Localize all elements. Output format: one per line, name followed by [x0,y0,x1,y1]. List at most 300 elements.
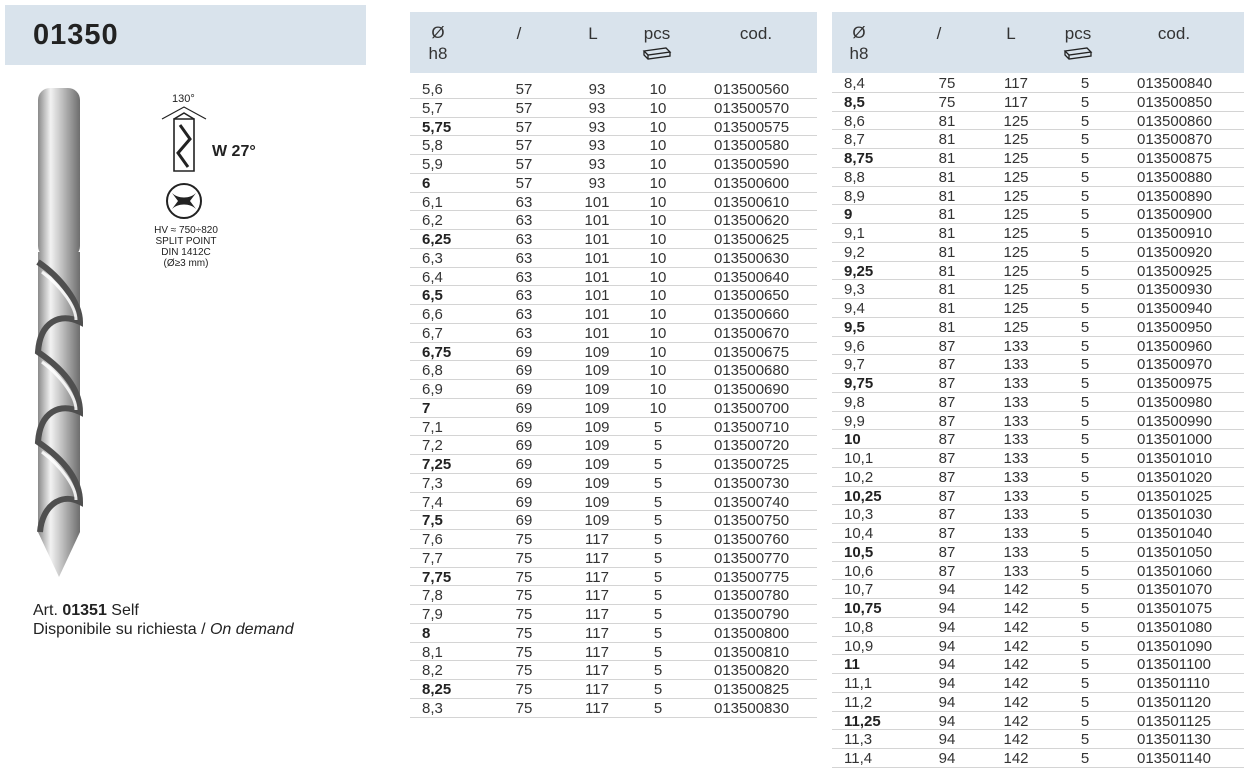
table-row [410,586,817,605]
pcs-cell: 5 [653,606,663,623]
length-cell: 125 [1003,318,1029,336]
table-row [832,205,1244,224]
flute-length-header: / [936,24,942,43]
pcs-cell: 5 [1080,431,1090,449]
flute-length-cell: 81 [938,150,956,167]
pcs-cell: 5 [1080,656,1090,674]
product-code-header [5,5,366,65]
code-cell: 013500840 [1137,75,1213,92]
flute-length-cell: 94 [938,731,956,749]
diameter-cell: 6,8 [422,362,443,380]
table-row [832,430,1244,449]
length-cell: 109 [584,362,610,380]
flute-length-cell: 75 [938,75,956,92]
pcs-cell: 5 [653,474,663,492]
code-cell: 013500930 [1137,281,1213,299]
code-cell: 013500870 [1137,131,1213,149]
code-cell: 013500820 [714,662,790,680]
table-row [410,530,817,549]
code-cell: 013501050 [1137,543,1213,561]
flute-length-cell: 87 [938,487,956,505]
diameter-cell: 6 [422,174,431,192]
pcs-header [1058,24,1098,60]
pcs-cell: 10 [649,362,667,380]
diameter-cell: 8,3 [422,699,443,717]
diameter-cell: 8,6 [844,112,865,130]
code-cell: 013501025 [1137,487,1213,505]
diameter-cell: 11,1 [844,675,873,692]
flute-length-cell: 75 [515,662,533,680]
pcs-cell: 5 [1080,487,1090,505]
table-row [410,399,817,418]
length-cell: 117 [585,699,609,717]
code-cell: 013500630 [714,249,790,267]
length-cell: 142 [1003,637,1029,655]
flute-length-cell: 87 [938,562,956,580]
diameter-cell: 8,5 [844,93,865,111]
length-cell: 125 [1003,150,1029,167]
flute-length-cell: 57 [515,156,533,173]
length-cell: 101 [584,287,610,305]
diameter-cell: 7,25 [422,456,452,473]
length-cell: 142 [1003,731,1029,749]
length-header: L [1006,24,1016,43]
flute-length-cell: 94 [938,581,956,599]
code-cell: 013500780 [714,587,790,605]
diameter-cell: 7,4 [422,493,443,511]
code-cell: 013500590 [714,156,790,173]
flute-length-cell: 57 [515,118,533,136]
length-cell: 93 [588,156,606,173]
flute-length-cell: 81 [938,318,956,336]
table-row [832,693,1244,712]
diameter-symbol: Ø [852,23,866,42]
flute-length-cell: 94 [938,618,956,636]
diameter-cell: 7,3 [422,474,443,492]
pcs-cell: 5 [1080,618,1090,636]
flute-length-cell: 94 [938,693,956,711]
code-cell: 013500660 [714,306,790,323]
flute-length-cell: 81 [938,281,956,299]
helix-angle-label: W 27° [212,143,256,160]
code-cell: 013500830 [714,699,790,717]
pcs-cell: 5 [1080,318,1090,336]
pcs-cell: 5 [1080,187,1090,205]
pcs-cell: 5 [1080,468,1090,486]
flute-length-cell: 69 [515,399,533,417]
length-cell: 125 [1003,262,1029,280]
diameter-cell: 9 [844,206,853,224]
length-cell: 117 [585,568,609,586]
split-point-spec: SPLIT POINT [155,236,217,247]
pcs-cell: 5 [1080,356,1090,374]
flute-length-cell: 94 [938,712,956,730]
table-row [832,149,1244,168]
pcs-cell: 10 [649,306,667,323]
code-cell: 013500900 [1137,206,1213,224]
flute-length-cell: 81 [938,262,956,280]
pcs-cell: 5 [1080,300,1090,317]
table-row [410,343,817,362]
table-row [832,580,1244,599]
table-row [832,412,1244,431]
table-row [832,730,1244,749]
flute-length-cell: 63 [515,268,533,286]
table-row [832,562,1244,581]
code-cell: 013500890 [1137,187,1213,205]
diameter-cell: 10,75 [844,600,882,617]
pcs-cell: 5 [1080,562,1090,580]
table-row [410,624,817,643]
flute-length-cell: 57 [515,137,533,155]
pcs-cell: 5 [1080,93,1090,111]
pcs-cell: 5 [1080,412,1090,430]
flute-length-cell: 87 [938,543,956,561]
length-cell: 133 [1003,468,1029,486]
flute-length-cell: 75 [515,699,533,717]
table-row [410,493,817,512]
code-header: cod. [739,24,773,43]
table-row [832,74,1244,93]
code-cell: 013500725 [714,456,790,473]
pcs-cell: 10 [649,249,667,267]
diameter-cell: 9,4 [844,300,865,317]
flute-length-cell: 81 [938,168,956,186]
code-cell: 013501075 [1137,600,1213,617]
code-cell: 013501060 [1137,562,1213,580]
pcs-cell: 5 [653,681,663,698]
length-cell: 101 [584,306,610,323]
table-row [832,280,1244,299]
pcs-cell: 5 [653,624,663,642]
table-body [832,74,1244,768]
flute-length-cell: 87 [938,356,956,374]
diameter-cell: 10,1 [844,450,874,467]
pcs-cell: 10 [649,99,667,117]
pcs-cell: 5 [653,549,663,567]
length-cell: 133 [1003,487,1029,505]
diameter-cell: 10,5 [844,543,874,561]
flute-length-cell: 81 [938,131,956,149]
table-row [832,637,1244,656]
flute-length-cell: 87 [938,450,956,467]
pcs-cell: 5 [1080,450,1090,467]
length-cell: 125 [1003,168,1029,186]
length-cell: 133 [1003,337,1029,355]
flute-length-cell: 57 [515,99,533,117]
pcs-cell: 5 [653,699,663,717]
drill-bit-image [30,82,90,582]
flute-length-cell: 81 [938,300,956,317]
code-cell: 013500860 [1137,112,1213,130]
length-cell: 117 [585,549,609,567]
diameter-cell: 9,2 [844,243,865,261]
table-row [410,680,817,699]
diameter-cell: 11,25 [844,712,881,730]
code-cell: 013500690 [714,381,790,398]
pcs-cell: 10 [649,287,667,305]
flute-length-cell: 69 [515,437,533,455]
length-cell: 93 [588,99,606,117]
pcs-cell: 5 [1080,75,1090,92]
diameter-cell: 9,8 [844,393,865,411]
hardness-spec: HV ≈ 750÷820 [154,225,218,236]
code-cell: 013500975 [1137,375,1213,392]
length-cell: 142 [1003,693,1029,711]
pcs-header [637,24,677,60]
diameter-cell: 8,25 [422,681,452,698]
length-cell: 142 [1003,675,1029,692]
diameter-cell: 6,9 [422,381,443,398]
diameter-cell: 6,4 [422,268,443,286]
pcs-cell: 5 [1080,375,1090,392]
code-cell: 013500570 [714,99,790,117]
flute-length-cell: 87 [938,375,956,392]
code-cell: 013500775 [714,568,790,586]
pcs-cell: 5 [653,437,663,455]
code-cell: 013500950 [1137,318,1213,336]
code-cell: 013500620 [714,212,790,230]
flute-length-cell: 57 [515,81,533,98]
code-cell: 013501030 [1137,506,1213,524]
table-row [410,305,817,324]
table-row [832,468,1244,487]
table-row [410,605,817,624]
diameter-header [423,22,453,64]
flute-length-cell: 75 [515,606,533,623]
code-cell: 013501125 [1137,712,1211,730]
length-cell: 101 [584,193,610,211]
diameter-cell: 7,7 [422,549,443,567]
pcs-cell: 5 [1080,150,1090,167]
length-cell: 109 [584,512,610,530]
diameter-cell: 9,75 [844,375,874,392]
table-row [832,618,1244,637]
pcs-cell: 5 [1080,131,1090,149]
pcs-cell: 5 [653,531,663,548]
code-cell: 013500810 [714,643,790,661]
diameter-cell: 7,75 [422,568,452,586]
length-cell: 142 [1003,712,1029,730]
article-line [33,601,294,620]
code-cell: 013500825 [714,681,790,698]
table-row [410,80,817,99]
length-cell: 109 [584,474,610,492]
pcs-cell: 5 [1080,600,1090,617]
pcs-cell: 5 [653,493,663,511]
table-row [410,249,817,268]
article-note [33,601,294,639]
code-cell: 013500850 [1137,93,1213,111]
table-row [410,230,817,249]
table-header [832,12,1244,73]
pcs-cell: 5 [653,568,663,586]
table-body [410,80,817,718]
length-cell: 109 [584,343,610,361]
table-row [410,324,817,343]
length-cell: 109 [584,418,610,436]
length-cell: 93 [588,174,606,192]
diameter-cell: 5,75 [422,118,452,136]
flute-length-cell: 75 [515,531,533,548]
diameter-cell: 9,25 [844,262,874,280]
table-row [410,193,817,212]
length-cell: 133 [1003,431,1029,449]
pcs-cell: 10 [649,381,667,398]
diameter-cell: 6,7 [422,324,443,342]
package-icon [1063,46,1093,60]
code-cell: 013500560 [714,81,790,98]
flute-length-cell: 94 [938,637,956,655]
flute-length-cell: 63 [515,287,533,305]
pcs-cell: 5 [1080,750,1090,767]
table-row [410,418,817,437]
diameter-cell: 5,9 [422,156,443,173]
code-cell: 013500700 [714,399,790,417]
diameter-cell: 8,75 [844,150,874,167]
flute-length-cell: 94 [938,600,956,617]
pcs-cell: 5 [1080,337,1090,355]
table-row [832,187,1244,206]
diameter-cell: 9,6 [844,337,865,355]
code-cell: 013500770 [714,549,790,567]
diameter-range-spec: (Ø≥3 mm) [163,258,209,269]
diameter-cell: 6,1 [422,193,443,211]
pcs-cell: 10 [649,343,667,361]
flute-length-cell: 75 [515,624,533,642]
flute-length-cell: 87 [938,468,956,486]
diameter-cell: 5,7 [422,99,443,117]
diameter-cell: 6,6 [422,306,443,323]
pcs-label: pcs [643,24,671,43]
flute-length-cell: 87 [938,393,956,411]
pcs-cell: 5 [653,643,663,661]
tolerance-label: h8 [428,44,448,63]
length-cell: 125 [1003,225,1029,242]
diameter-header [844,22,874,64]
length-cell: 125 [1003,300,1029,317]
point-angle-icon [154,105,214,185]
code-cell: 013500880 [1137,168,1213,186]
diameter-cell: 8,2 [422,662,443,680]
diameter-cell: 9,5 [844,318,865,336]
diameter-cell: 8,1 [422,643,443,661]
flute-length-cell: 69 [515,493,533,511]
spec-table-left [410,12,817,718]
pcs-cell: 5 [653,587,663,605]
table-row [832,318,1244,337]
flute-length-cell: 87 [938,525,956,542]
flute-length-header: / [516,24,522,43]
table-row [410,136,817,155]
article-suffix: Self [111,602,139,619]
table-row [832,112,1244,131]
diameter-cell: 11,2 [844,693,873,711]
table-row [832,393,1244,412]
length-cell: 117 [585,681,609,698]
table-row [832,299,1244,318]
table-row [832,449,1244,468]
table-row [832,262,1244,281]
code-cell: 013500790 [714,606,790,623]
code-cell: 013500990 [1137,412,1213,430]
diameter-cell: 5,8 [422,137,443,155]
code-cell: 013501110 [1137,675,1210,692]
length-cell: 133 [1003,393,1029,411]
code-cell: 013500580 [714,137,790,155]
length-cell: 93 [588,137,606,155]
length-cell: 133 [1003,450,1029,467]
pcs-cell: 5 [653,456,663,473]
diameter-cell: 10,25 [844,487,882,505]
availability-it: Disponibile su richiesta / [33,621,206,638]
code-cell: 013501040 [1137,525,1213,542]
pcs-cell: 5 [1080,262,1090,280]
table-row [410,511,817,530]
code-cell: 013500675 [714,343,790,361]
pcs-cell: 10 [649,399,667,417]
code-cell: 013501000 [1137,431,1213,449]
pcs-cell: 5 [1080,731,1090,749]
pcs-cell: 5 [1080,206,1090,224]
table-row [832,524,1244,543]
flute-length-cell: 81 [938,112,956,130]
pcs-cell: 5 [1080,168,1090,186]
diameter-cell: 6,75 [422,343,452,361]
tip-geometry [140,93,280,283]
length-cell: 93 [588,118,606,136]
code-cell: 013500670 [714,324,790,342]
flute-length-cell: 69 [515,456,533,473]
diameter-cell: 10,3 [844,506,874,524]
code-cell: 013500680 [714,362,790,380]
table-row [410,643,817,662]
code-cell: 013500710 [714,418,790,436]
diameter-cell: 9,9 [844,412,865,430]
table-row [832,543,1244,562]
length-cell: 117 [585,606,609,623]
code-cell: 013500800 [714,624,790,642]
diameter-cell: 6,5 [422,287,443,305]
pcs-cell: 5 [1080,675,1090,692]
diameter-symbol: Ø [431,23,445,42]
length-cell: 117 [1004,93,1028,111]
length-cell: 133 [1003,525,1029,542]
length-cell: 142 [1003,600,1029,617]
table-row [410,174,817,193]
flute-length-cell: 87 [938,431,956,449]
table-row [410,286,817,305]
pcs-cell: 5 [1080,712,1090,730]
pcs-cell: 5 [1080,281,1090,299]
code-cell: 013500910 [1137,225,1213,242]
diameter-cell: 10 [844,431,861,449]
pcs-cell: 10 [649,156,667,173]
code-cell: 013500875 [1137,150,1213,167]
article-code: 01351 [62,602,107,619]
length-cell: 142 [1003,656,1029,674]
table-row [832,130,1244,149]
pcs-cell: 5 [1080,693,1090,711]
tip-specs [140,225,232,269]
table-row [832,224,1244,243]
code-cell: 013500970 [1137,356,1213,374]
flute-length-cell: 81 [938,225,956,242]
table-row [410,380,817,399]
length-cell: 117 [585,587,609,605]
diameter-cell: 7,9 [422,606,443,623]
table-row [410,268,817,287]
